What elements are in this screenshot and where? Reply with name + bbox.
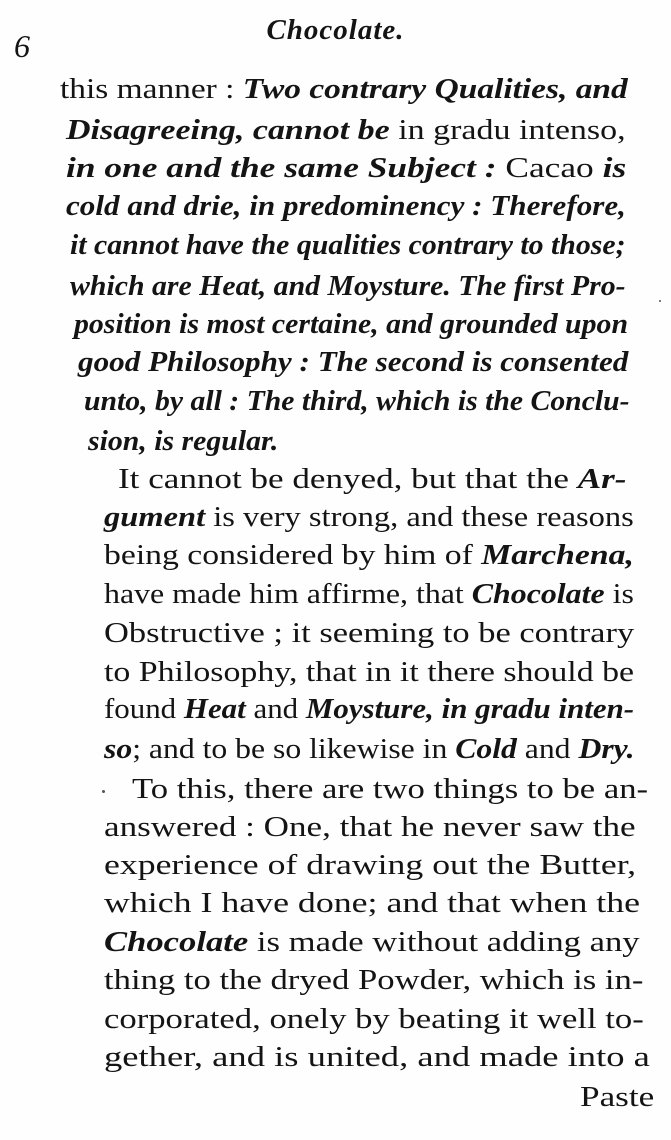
text-line (66, 151, 626, 185)
ink-speck (102, 790, 105, 793)
roman-text: answered : One, that he never saw the (104, 811, 636, 843)
text-line (104, 925, 640, 959)
ink-speck (659, 300, 661, 302)
text-line (104, 616, 634, 650)
text-line (104, 732, 634, 766)
italic-text: Dry. (578, 733, 635, 765)
text-line (78, 345, 628, 379)
italic-text: Chocolate (104, 926, 257, 958)
italic-text: in one and the same Subject : (66, 152, 506, 184)
roman-text: It cannot be denyed, but that the (118, 463, 578, 495)
page-number: 6 (14, 28, 30, 64)
italic-text: Ar- (577, 463, 627, 495)
roman-text: is (612, 578, 634, 610)
italic-text: Moysture, in gradu inten- (305, 693, 635, 725)
text-line (104, 886, 640, 920)
roman-text: which I have done; and that when the (104, 887, 641, 919)
text-line (88, 424, 278, 458)
text-line (84, 384, 630, 418)
roman-text: is very strong, and these reasons (213, 501, 634, 533)
roman-text: is made without adding any (256, 926, 640, 958)
roman-text: this manner : (60, 73, 243, 105)
italic-text: is (602, 152, 627, 184)
text-line (70, 228, 626, 262)
italic-text: position is most certaine, and grounded upon (74, 308, 629, 340)
text-line (104, 1002, 644, 1036)
text-line (70, 269, 626, 303)
text-line (104, 655, 634, 689)
italic-text: Two contrary Qualities, and (242, 73, 628, 105)
roman-text: in gradu intenso, (398, 114, 626, 146)
text-line (74, 307, 628, 341)
italic-text: Marchena, (481, 539, 634, 571)
text-line (580, 1080, 654, 1114)
roman-text: Obstructive ; it seeming to be contrary (104, 617, 635, 649)
italic-text: good Philosophy : The second is consented (78, 346, 629, 378)
italic-text: gument (104, 501, 214, 533)
roman-text: Paste (580, 1081, 655, 1113)
roman-text: to Philosophy, that in it there should be (104, 656, 635, 688)
roman-text: experience of drawing out the Butter, (104, 849, 637, 881)
roman-text: have made him affirme, that (104, 578, 472, 610)
italic-text: Disagreeing, cannot be (66, 114, 399, 146)
roman-text: found (104, 693, 184, 725)
text-line (104, 1040, 650, 1074)
italic-text: so (104, 733, 133, 765)
text-line (66, 113, 626, 147)
text-line (104, 500, 634, 534)
text-line (104, 810, 636, 844)
italic-text: Chocolate (471, 578, 613, 610)
italic-text: sion, is regular. (88, 425, 279, 457)
text-line (118, 462, 626, 496)
text-line (60, 72, 628, 106)
roman-text: and (253, 693, 306, 725)
roman-text: To this, there are two things to be an- (132, 773, 649, 805)
italic-text: cold and drie, in predominency : Therefore, (66, 190, 626, 222)
roman-text: gether, and is united, and made into a (104, 1041, 650, 1073)
italic-text: unto, by all : The third, which is the Conclu- (84, 385, 630, 417)
roman-text: thing to the dryed Powder, which is in- (104, 964, 644, 996)
roman-text: being considered by him of (104, 539, 482, 571)
text-line (132, 772, 648, 806)
text-line (104, 692, 634, 726)
roman-text: corporated, onely by beating it well to- (104, 1003, 644, 1035)
italic-text: Heat (183, 693, 254, 725)
text-line (104, 538, 634, 572)
roman-text: ; and to be so likewise in (132, 733, 456, 765)
italic-text: it cannot have the qualities contrary to those; (70, 229, 626, 261)
running-head: Chocolate. (266, 14, 405, 46)
italic-text: which are Heat, and Moysture. The first Pro- (70, 270, 626, 302)
italic-text: Cold (455, 733, 525, 765)
text-line (104, 963, 643, 997)
roman-text: Cacao (505, 152, 603, 184)
text-line (66, 189, 626, 223)
text-line (104, 577, 634, 611)
text-line (104, 848, 636, 882)
roman-text: and (524, 733, 579, 765)
